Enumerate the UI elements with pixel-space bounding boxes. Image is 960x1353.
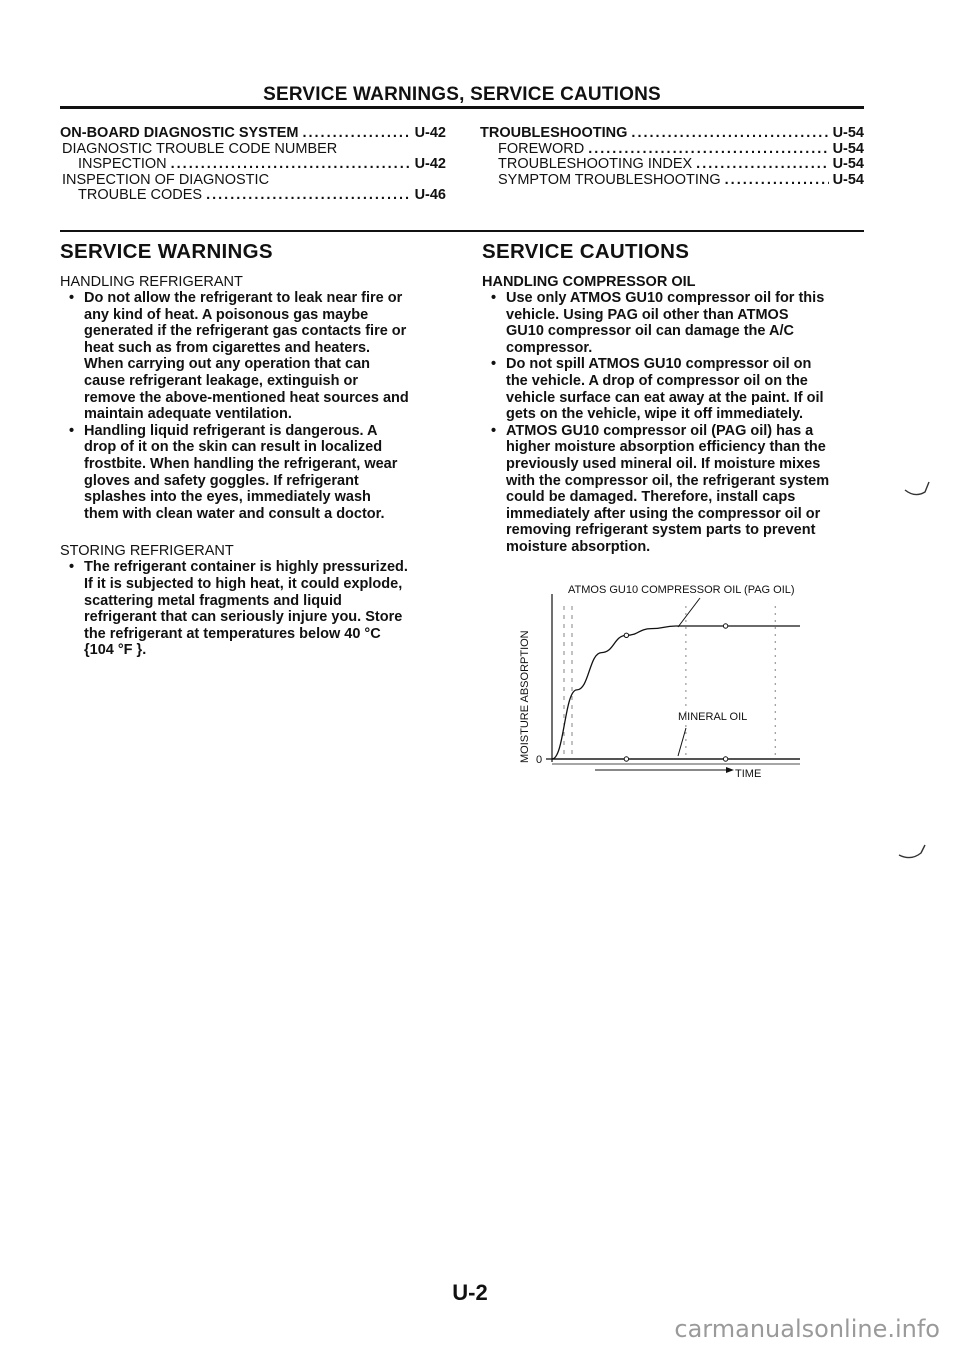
bullet-line: {104 °F }.	[84, 642, 147, 659]
bullet-line: could be damaged. Therefore, install caps	[506, 489, 796, 506]
toc-entry-text: INSPECTION	[78, 156, 167, 172]
bullet-line: immediately after using the compressor oil or	[506, 505, 821, 522]
toc-leader-dots	[588, 142, 828, 158]
bullet-line: gloves and safety goggles. If refrigerant	[84, 472, 359, 489]
series-label-mineral: MINERAL OIL	[678, 711, 748, 723]
toc-entry-text: TROUBLESHOOTING	[480, 125, 628, 141]
toc-entry-text: INSPECTION OF DIAGNOSTIC	[62, 171, 270, 188]
toc-entry-text: DIAGNOSTIC TROUBLE CODE NUMBER	[62, 140, 338, 157]
series-label-pag: ATMOS GU10 COMPRESSOR OIL (PAG OIL)	[568, 584, 795, 596]
bullet-line: Use only ATMOS GU10 compressor oil for this	[506, 290, 825, 306]
bullet-line: any kind of heat. A poisonous gas maybe	[84, 306, 369, 323]
toc-entry	[480, 126, 864, 142]
bullet-line: refrigerant that can seriously injure you. Store	[84, 609, 403, 626]
bullet-line: moisture absorption.	[506, 538, 651, 555]
series-point	[624, 757, 628, 761]
toc-leader-dots	[696, 157, 828, 173]
bullet-line: with the compressor oil, the refrigerant system	[506, 472, 830, 489]
handling-refrigerant-heading: HANDLING REFRIGERANT	[60, 274, 243, 290]
moisture-absorption-chart	[500, 576, 860, 786]
bullet-line: ATMOS GU10 compressor oil (PAG oil) has a	[506, 422, 814, 439]
handling-compressor-oil-list	[482, 290, 882, 556]
toc-right	[480, 126, 864, 188]
toc-entry-page: U-54	[832, 125, 864, 141]
toc-entry-text: FOREWORD	[498, 140, 585, 157]
bullet-line: the refrigerant at temperatures below 40 °C	[84, 625, 381, 642]
bullet-line: scattering metal fragments and liquid	[84, 592, 342, 609]
scan-mark-2	[897, 843, 927, 863]
bullet-line: frostbite. When handling the refrigerant, wear	[84, 455, 398, 472]
header-rule	[60, 106, 864, 109]
toc-entry-text: SYMPTOM TROUBLESHOOTING	[498, 171, 721, 188]
bullet-line: cause refrigerant leakage, extinguish or	[84, 372, 358, 389]
toc-entry-page: U-54	[832, 156, 864, 172]
toc-leader-dots	[302, 126, 410, 142]
bullet-line: them with clean water and consult a doctor.	[84, 505, 385, 522]
toc-entry-page: U-42	[414, 156, 446, 172]
bullet-line: generated if the refrigerant gas contacts fire or	[84, 323, 407, 340]
page-number: U-2	[452, 1280, 488, 1305]
bullet-item	[60, 559, 460, 659]
bullet-line: drop of it on the skin can result in localized	[84, 439, 383, 456]
storing-refrigerant-list	[60, 559, 460, 659]
cautions-column	[482, 240, 882, 556]
y-origin-label: 0	[536, 754, 543, 766]
time-arrow-head	[726, 767, 734, 773]
storing-refrigerant-heading: STORING REFRIGERANT	[60, 543, 234, 560]
bullet-line: splashes into the eyes, immediately wash	[84, 489, 371, 506]
warnings-title: SERVICE WARNINGS	[60, 240, 273, 263]
bullet-line: compressor.	[506, 339, 593, 356]
bullet-item	[482, 290, 882, 356]
warnings-column	[60, 240, 460, 659]
scan-mark-1	[903, 480, 933, 500]
toc-entry-text: ON-BOARD DIAGNOSTIC SYSTEM	[60, 125, 299, 141]
bullet-line: higher moisture absorption efficiency than the	[506, 439, 826, 456]
toc-entry	[78, 157, 446, 173]
bullet-line: Do not spill ATMOS GU10 compressor oil on	[506, 356, 812, 373]
bullet-line: GU10 compressor oil can damage the A/C	[506, 323, 794, 340]
bullet-line: previously used mineral oil. If moisture mixes	[506, 455, 821, 472]
toc-entry-page: U-54	[832, 140, 864, 157]
toc-entry	[60, 126, 446, 142]
toc-entry	[78, 188, 446, 204]
bullet-line: the vehicle. A drop of compressor oil on the	[506, 372, 808, 389]
bullet-line: When carrying out any operation that can	[84, 356, 371, 373]
toc-entry	[498, 142, 864, 158]
pag-oil-curve	[552, 626, 800, 759]
bullet-item	[482, 356, 882, 422]
bullet-line: The refrigerant container is highly pressurized.	[84, 559, 408, 576]
toc-leader-dots	[206, 188, 410, 204]
bullet-line: maintain adequate ventilation.	[84, 406, 292, 423]
toc-entry-page: U-54	[832, 171, 864, 188]
bullet-line: Do not allow the refrigerant to leak near fire or	[84, 290, 403, 306]
series-point	[624, 633, 628, 637]
toc-entry	[62, 173, 446, 189]
toc-entry-page: U-46	[414, 187, 446, 203]
handling-refrigerant-list	[60, 290, 460, 522]
toc-entry	[498, 157, 864, 173]
toc-entry-text: TROUBLESHOOTING INDEX	[498, 156, 693, 172]
cautions-title: SERVICE CAUTIONS	[482, 240, 690, 263]
bullet-line: vehicle. Using PAG oil other than ATMOS	[506, 306, 789, 323]
section-rule	[60, 230, 864, 232]
x-axis-label: TIME	[735, 768, 762, 780]
bullet-line: heat such as from cigarettes and heaters.	[84, 339, 371, 356]
toc-leader-dots	[725, 173, 829, 189]
toc-leader-dots	[631, 126, 828, 142]
chart-frame	[519, 584, 795, 780]
bullet-line: vehicle surface can eat away at the paint. If oil	[506, 389, 824, 406]
bullet-item	[60, 290, 460, 423]
bullet-line: removing refrigerant system parts to prevent	[506, 522, 816, 539]
bullet-line: If it is subjected to high heat, it could explode,	[84, 575, 403, 592]
bullet-item	[482, 423, 882, 556]
chart-svg	[500, 576, 860, 786]
bullet-line: remove the above-mentioned heat sources and	[84, 389, 409, 406]
series-point	[723, 624, 727, 628]
page-title: SERVICE WARNINGS, SERVICE CAUTIONS	[263, 84, 661, 105]
watermark: carmanualsonline.info	[674, 1315, 940, 1343]
pag-label-leader	[678, 598, 700, 627]
handling-compressor-oil-heading: HANDLING COMPRESSOR OIL	[482, 274, 696, 290]
toc-leader-dots	[171, 157, 411, 173]
toc-left	[60, 126, 446, 204]
toc-entry-text: TROUBLE CODES	[78, 187, 203, 203]
bullet-item	[60, 423, 460, 523]
toc-entry	[62, 142, 446, 158]
y-axis-label: MOISTURE ABSORPTION	[519, 630, 531, 763]
toc-entry-page: U-42	[414, 125, 446, 141]
toc-entry	[498, 173, 864, 189]
series-point	[723, 757, 727, 761]
mineral-label-leader	[678, 728, 686, 756]
bullet-line: gets on the vehicle, wipe it off immediately.	[506, 406, 804, 423]
bullet-line: Handling liquid refrigerant is dangerous. A	[84, 422, 378, 439]
